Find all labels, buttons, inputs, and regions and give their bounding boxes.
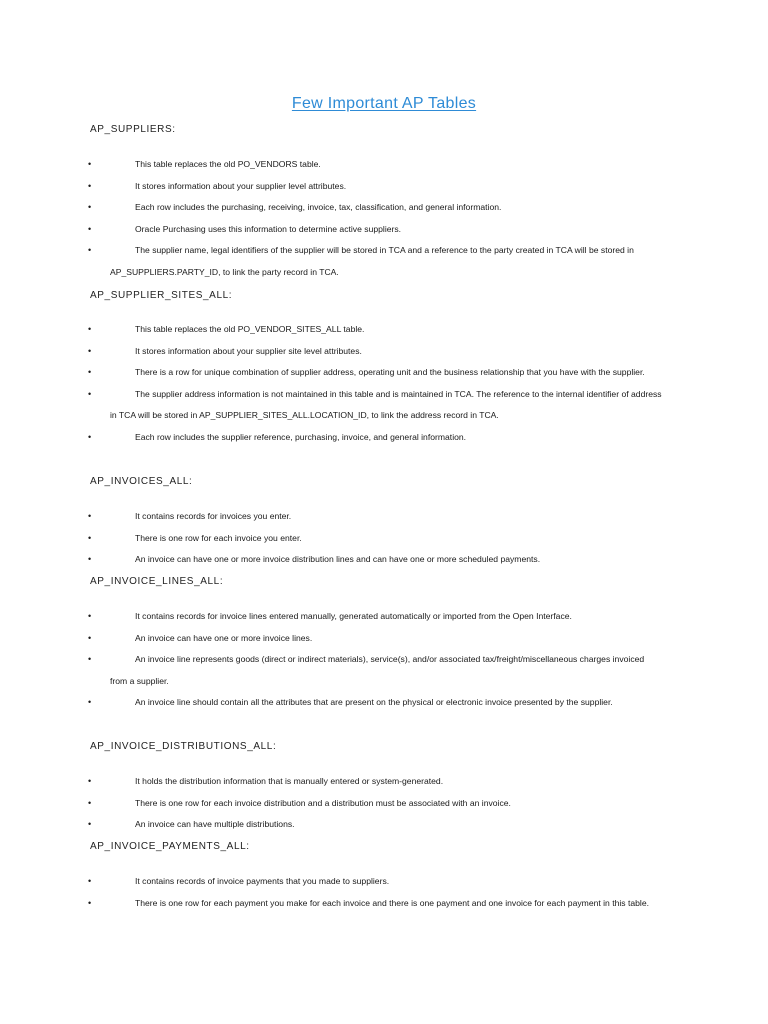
list-item: • The supplier name, legal identifiers of the supplier will be stored in TCA and a reference to the party created in TCA will be stored in AP_SUPPLIERS.PARTY_ID, to link the party record in TCA. [0,240,768,283]
bullet-icon: • [88,202,92,213]
list-item: • There is a row for unique combination of supplier address, operating unit and the business relationship that you have with the supplier. [0,362,768,384]
list-item: • There is one row for each invoice distribution and a distribution must be associated with an invoice. [0,793,768,815]
list-item: • It stores information about your supplier site level attributes. [0,341,768,363]
list-item: • An invoice line represents goods (direct or indirect materials), service(s), and/or associated tax/freight/miscellaneous charges invoiced from a supplier. [0,649,768,692]
bullet-icon: • [88,180,92,191]
list-item: • There is one row for each payment you make for each invoice and there is one payment and one invoice for each payment in this table. [0,893,768,915]
list-item: • This table replaces the old PO_VENDOR_SITES_ALL table. [0,319,768,341]
bullet-icon: • [88,697,92,708]
list-item: • It stores information about your supplier level attributes. [0,176,768,198]
bullet-icon: • [88,654,92,665]
list-item: • The supplier address information is not maintained in this table and is maintained in TCA. The reference to the internal identifier of address in TCA will be stored in AP_SUPPLIER_SITES_ALL.LOCATION_ID, to link the address record in TCA. [0,384,768,427]
bullet-icon: • [88,324,92,334]
bullet-icon: • [88,632,92,643]
bullet-list [0,154,768,284]
bullet-icon: • [88,797,92,808]
list-item: • It contains records of invoice payments that you made to suppliers. [0,871,768,893]
bullet-icon: • [88,345,92,356]
list-item: • This table replaces the old PO_VENDORS table. [0,154,768,176]
section-heading: AP_SUPPLIER_SITES_ALL: [90,290,233,301]
document-title: Few Important AP Tables [291,95,477,112]
bullet-icon: • [88,159,92,169]
bullet-icon: • [88,876,92,886]
bullet-icon: • [88,245,92,256]
bullet-icon: • [88,431,92,442]
list-item: • Each row includes the supplier reference, purchasing, invoice, and general information. [0,427,768,449]
bullet-icon: • [88,388,92,399]
bullet-list [0,871,768,914]
bullet-icon: • [88,367,92,378]
bullet-icon: • [88,554,92,565]
list-item: • There is one row for each invoice you enter. [0,528,768,550]
bullet-list [0,606,768,714]
list-item: • Oracle Purchasing uses this information to determine active suppliers. [0,219,768,241]
list-item: • An invoice can have multiple distributions. [0,814,768,836]
section-heading: AP_INVOICE_PAYMENTS_ALL: [90,841,250,852]
bullet-icon: • [88,532,92,543]
section-heading: AP_INVOICE_LINES_ALL: [90,576,224,587]
list-item: • It contains records for invoice lines entered manually, generated automatically or imported from the Open Interface. [0,606,768,628]
bullet-icon: • [88,897,92,908]
list-item: • An invoice can have one or more invoice distribution lines and can have one or more scheduled payments. [0,549,768,571]
list-item: • It contains records for invoices you enter. [0,506,768,528]
bullet-icon: • [88,819,92,830]
list-item: • It holds the distribution information that is manually entered or system-generated. [0,771,768,793]
bullet-icon: • [88,511,92,521]
bullet-list [0,506,768,571]
section-heading: AP_INVOICE_DISTRIBUTIONS_ALL: [90,741,277,752]
section-heading: AP_INVOICES_ALL: [90,476,193,487]
list-item: • An invoice line should contain all the attributes that are present on the physical or electronic invoice presented by the supplier. [0,692,768,714]
list-item: • Each row includes the purchasing, receiving, invoice, tax, classification, and general information. [0,197,768,219]
bullet-icon: • [88,223,92,234]
bullet-icon: • [88,776,92,786]
bullet-icon: • [88,611,92,621]
bullet-list [0,771,768,836]
section-heading: AP_SUPPLIERS: [90,124,176,135]
bullet-list [0,319,768,449]
list-item: • An invoice can have one or more invoice lines. [0,628,768,650]
